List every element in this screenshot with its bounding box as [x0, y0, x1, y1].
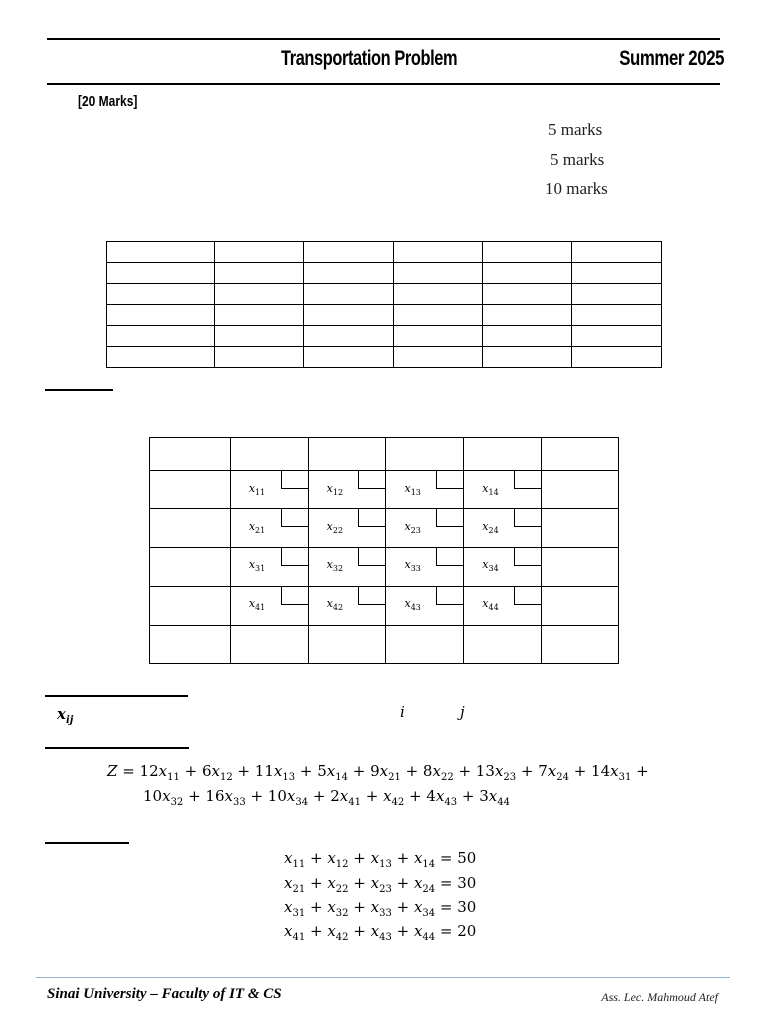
- table-row: [107, 263, 662, 284]
- transportation-model-table: [149, 437, 619, 664]
- index-j: j: [460, 703, 465, 721]
- constraint-1: $x_{11} + x_{12} + x_{13} + x_{14} = 50$: [284, 849, 477, 870]
- cost-box: [514, 471, 541, 489]
- variable-x43: $x_{43}$: [404, 597, 421, 613]
- variable-x13: $x_{13}$: [404, 482, 421, 498]
- objective-line-2: $10x_{32} + 16x_{33} + 10x_{34} + 2x_{41} + x_{42} + 4x_{43} + 3x_{44}$: [143, 787, 510, 808]
- section-underline-b: [45, 695, 188, 697]
- variable-x24: $x_{24}$: [482, 520, 499, 536]
- cost-box: [436, 548, 463, 566]
- cost-box: [358, 587, 385, 605]
- cost-box: [281, 509, 308, 527]
- table-row: [150, 509, 619, 548]
- variable-x32: $x_{32}$: [326, 558, 344, 574]
- constraint-4: $x_{41} + x_{42} + x_{43} + x_{44} = 20$: [284, 922, 477, 943]
- variable-x41: $x_{41}$: [248, 597, 266, 613]
- variable-x33: $x_{33}$: [404, 558, 421, 574]
- constraint-3: $x_{31} + x_{32} + x_{33} + x_{34} = 30$: [284, 898, 477, 919]
- header-bottom-rule: [47, 83, 720, 85]
- document-term: Summer 2025: [619, 47, 724, 70]
- cost-box: [436, 509, 463, 527]
- cost-box: [514, 548, 541, 566]
- variable-x11: $x_{11}$: [248, 482, 266, 498]
- variable-x23: $x_{23}$: [404, 520, 421, 536]
- decision-variable-symbol: $x_{ij}$: [57, 705, 74, 726]
- table-row: [107, 326, 662, 347]
- variable-x14: $x_{14}$: [482, 482, 499, 498]
- section-underline-d: [45, 842, 129, 844]
- objective-line-1: $Z = 12x_{11} + 6x_{12} + 11x_{13} + 5x_{14} + 9x_{21} + 8x_{22} + 13x_{23} + 7x_{24} + 14x_{31}$ +: [107, 762, 649, 783]
- part-c-marks: 10 marks: [545, 179, 608, 198]
- section-underline-c: [45, 747, 189, 749]
- variable-x34: $x_{34}$: [482, 558, 499, 574]
- cost-box: [436, 587, 463, 605]
- part-a-marks: 5 marks: [548, 120, 603, 139]
- variable-x31: $x_{31}$: [248, 558, 266, 574]
- cost-box: [358, 471, 385, 489]
- table-row: [150, 626, 619, 664]
- variable-x44: $x_{44}$: [482, 597, 499, 613]
- table-row: [107, 305, 662, 326]
- table-row: [150, 587, 619, 626]
- cost-box: [358, 548, 385, 566]
- document-title: Transportation Problem: [281, 47, 458, 70]
- table-row: [107, 284, 662, 305]
- header-top-rule: [47, 38, 720, 40]
- cost-box: [358, 509, 385, 527]
- cost-box: [281, 548, 308, 566]
- table-row: [150, 438, 619, 471]
- footer-author: Ass. Lec. Mahmoud Atef: [601, 990, 718, 1004]
- index-i: i: [400, 703, 405, 721]
- table-row: [150, 548, 619, 587]
- variable-x42: $x_{42}$: [326, 597, 344, 613]
- table-row: [107, 347, 662, 368]
- constraint-2: $x_{21} + x_{22} + x_{23} + x_{24} = 30$: [284, 874, 477, 895]
- cost-box: [514, 587, 541, 605]
- variable-x21: $x_{21}$: [248, 520, 266, 536]
- section-underline-a: [45, 389, 113, 391]
- footer-university: Sinai University – Faculty of IT & CS: [47, 986, 282, 1002]
- cost-box: [514, 509, 541, 527]
- transportation-data-table: [106, 241, 662, 368]
- cost-box: [436, 471, 463, 489]
- table-row: [107, 242, 662, 263]
- part-b-marks: 5 marks: [550, 150, 605, 169]
- variable-x12: $x_{12}$: [326, 482, 344, 498]
- cost-box: [281, 471, 308, 489]
- cost-box: [281, 587, 308, 605]
- table-row: [150, 471, 619, 509]
- footer-rule: [36, 977, 730, 978]
- question-marks-label: [20 Marks]: [78, 93, 138, 110]
- variable-x22: $x_{22}$: [326, 520, 344, 536]
